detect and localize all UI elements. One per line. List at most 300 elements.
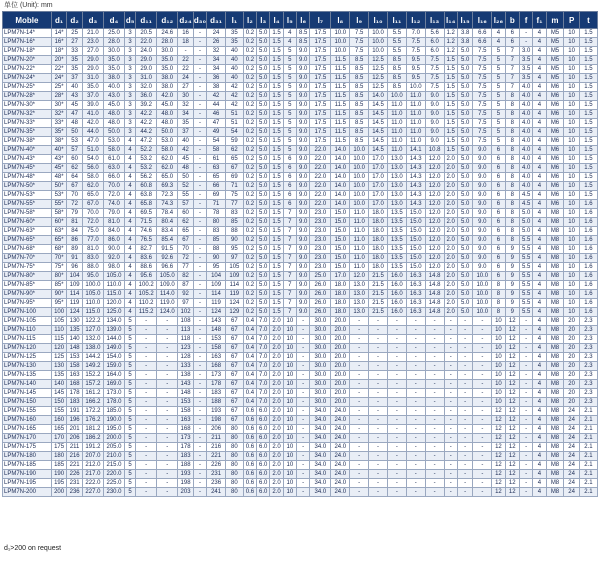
table-cell: 1.5 [579,146,597,155]
table-cell: - [444,488,457,497]
table-cell: 173 [207,371,226,380]
table-cell: 85 [226,218,244,227]
table-cell: 12 [492,470,505,479]
table-cell: 5.0 [457,254,473,263]
table-cell: 10 [564,272,580,281]
table-cell: 6 [492,236,505,245]
table-cell: 1.5 [270,83,283,92]
model-cell: LPM7N-25* [3,83,52,92]
footnote: d₁>200 on request [4,545,62,552]
table-cell: 4 [533,326,546,335]
table-cell: 132.0 [82,335,103,344]
table-cell: 72.0 [82,218,103,227]
table-cell: 67.0 [82,200,103,209]
table-cell: 42.0 [157,92,178,101]
table-cell: 119.0 [157,299,178,308]
table-cell: 30* [51,101,67,110]
table-cell: - [350,398,369,407]
table-cell: 5.0 [457,155,473,164]
table-cell: 6.0 [257,425,270,434]
table-cell: 25* [51,83,67,92]
table-cell: 119 [226,290,244,299]
table-cell: 10.0 [350,191,369,200]
table-cell: 67 [178,236,194,245]
table-cell: 8 [505,200,519,209]
table-cell: 21.5 [369,308,388,317]
table-cell: 2.0 [444,227,457,236]
table-cell: - [444,380,457,389]
table-cell: 17.0 [369,173,388,182]
table-cell: 0.6 [243,452,256,461]
table-cell: 40 [178,137,194,146]
table-cell: 37.0 [82,92,103,101]
table-cell: M8 [546,380,564,389]
table-cell: 13.5 [387,263,406,272]
table-cell: 7 [283,290,296,299]
table-cell: 1.5 [270,245,283,254]
table-cell: 1.5 [579,110,597,119]
table-cell: 5.0 [257,182,270,191]
table-cell: 207.0 [82,452,103,461]
table-cell: 13.0 [350,299,369,308]
table-cell: 173.0 [103,389,124,398]
table-cell: 114 [67,290,83,299]
table-cell: 139.0 [103,326,124,335]
table-cell: 5.0 [257,191,270,200]
table-cell: 17.5 [310,56,331,65]
table-cell: 45.0 [157,101,178,110]
model-cell: LPM7N-40* [3,146,52,155]
table-cell: 83.6 [136,254,157,263]
table-cell: M8 [546,245,564,254]
table-cell: 5.0 [457,182,473,191]
table-cell: 10 [564,29,580,38]
table-cell: 18.0 [331,290,350,299]
table-cell: 30.0 [103,47,124,56]
table-row [3,38,598,47]
table-row [3,191,598,200]
table-cell: 10 [492,398,505,407]
table-cell: 1.5 [270,110,283,119]
table-cell: 12 [492,434,505,443]
table-cell: - [157,344,178,353]
table-cell: 15.0 [331,209,350,218]
table-cell: 205.0 [103,443,124,452]
table-cell: 24 [178,74,194,83]
table-cell: 4 [533,47,546,56]
table-row [3,290,598,299]
table-cell: - [297,326,310,335]
table-cell: 5.0 [457,218,473,227]
table-cell: 1.5 [579,155,597,164]
table-cell: 10 [283,326,296,335]
model-cell: LPM7N-185 [3,461,52,470]
table-cell: 20 [564,380,580,389]
table-cell: 2.0 [270,362,283,371]
table-cell: - [193,137,206,146]
table-cell: 2.1 [579,443,597,452]
table-cell: 23.0 [310,209,331,218]
table-cell: - [369,434,388,443]
table-cell: 35.0 [103,65,124,74]
table-cell: 195 [51,479,67,488]
table-cell: 4 [492,29,505,38]
table-cell: 48.0 [103,110,124,119]
table-cell: - [406,398,425,407]
table-cell: - [473,371,492,380]
table-cell: 6 [492,182,505,191]
table-cell: 4 [125,290,136,299]
table-cell: 43 [67,92,83,101]
table-cell: 4.0 [519,110,532,119]
table-cell: - [136,326,157,335]
table-cell: 7 [283,254,296,263]
table-cell: 56.2 [136,173,157,182]
column-header: d₃ [82,12,103,29]
table-cell: - [519,362,532,371]
table-cell: 9.0 [297,308,310,317]
table-cell: 56.0 [82,164,103,173]
table-cell: 0.6 [243,416,256,425]
table-cell: 1.5 [579,191,597,200]
table-cell: 5.5 [519,299,532,308]
table-row [3,137,598,146]
table-cell: 42 [207,92,226,101]
table-cell: 5.0 [257,245,270,254]
table-cell: 8 [505,128,519,137]
column-header: l₅ [283,12,296,29]
table-cell: 13.5 [387,218,406,227]
table-cell: 12.5 [369,74,388,83]
table-cell: 14.3 [406,164,425,173]
table-cell: 110 [51,326,67,335]
table-cell: 220.0 [103,470,124,479]
table-cell: 9 [505,281,519,290]
table-cell: 80 [226,470,244,479]
table-cell: 40 [226,56,244,65]
table-cell: 4.0 [519,155,532,164]
table-cell: 206 [67,434,83,443]
table-cell: 18.0 [331,299,350,308]
model-cell: LPM7N-50* [3,182,52,191]
table-cell: 11.5 [331,101,350,110]
table-cell: 10 [283,335,296,344]
table-cell: 6 [492,191,505,200]
table-cell: 16.3 [406,272,425,281]
table-cell: 14.0 [331,182,350,191]
model-cell: LPM7N-28* [3,92,52,101]
table-cell: 1.5 [579,38,597,47]
table-cell: 20 [564,389,580,398]
table-cell: 6 [492,164,505,173]
table-cell: 9.0 [297,245,310,254]
table-cell: 5.0 [457,119,473,128]
table-cell: 78.4 [157,209,178,218]
table-cell: 3 [125,101,136,110]
table-cell: 102 [178,308,194,317]
table-cell: 4 [533,128,546,137]
table-cell: 26 [207,38,226,47]
table-cell: 61 [207,155,226,164]
table-cell: 77.0 [82,236,103,245]
table-cell: 0.2 [243,173,256,182]
table-cell: - [157,452,178,461]
table-cell: 7.5 [473,101,492,110]
table-cell: - [425,479,444,488]
table-cell: - [457,479,473,488]
table-cell: 9.0 [297,56,310,65]
table-cell: 2.3 [579,371,597,380]
table-cell: 2.0 [270,461,283,470]
table-cell: 7.0 [257,362,270,371]
table-cell: - [444,389,457,398]
table-cell: - [387,335,406,344]
table-cell: 7 [505,47,519,56]
table-cell: 1.6 [579,200,597,209]
table-cell: 5.0 [257,281,270,290]
table-cell: - [369,335,388,344]
table-cell: M8 [546,263,564,272]
table-cell: 10 [283,434,296,443]
model-cell: LPM7N-155 [3,407,52,416]
table-cell: 2.0 [444,155,457,164]
table-cell: 2.0 [270,380,283,389]
table-cell: 5 [125,461,136,470]
table-cell: 44 [207,101,226,110]
table-cell: 38.0 [103,74,124,83]
table-cell: 8 [505,227,519,236]
table-cell: 11.0 [350,254,369,263]
table-cell: 68* [51,245,67,254]
table-cell: 5.0 [257,218,270,227]
table-cell: 64 [67,173,83,182]
table-cell: 5 [283,101,296,110]
table-cell: 7.0 [257,389,270,398]
table-cell: 40 [226,74,244,83]
table-cell: M5 [546,56,564,65]
table-cell: 211 [67,443,83,452]
table-cell: 30.0 [310,353,331,362]
table-cell: 10 [564,83,580,92]
table-cell: 1.5 [270,254,283,263]
table-cell: 226 [207,461,226,470]
table-cell: 2.0 [270,371,283,380]
table-cell: 62 [226,146,244,155]
table-cell: 2.3 [579,389,597,398]
table-cell: - [387,407,406,416]
table-cell: 4 [533,209,546,218]
table-cell: 67 [226,326,244,335]
table-cell: 57 [178,200,194,209]
table-cell: 16.0 [387,299,406,308]
table-cell: 231 [67,479,83,488]
table-cell: 24 [564,425,580,434]
table-cell: 42 [226,92,244,101]
table-cell: 16.0 [387,272,406,281]
table-cell: 7 [283,245,296,254]
table-cell: 5 [125,452,136,461]
table-cell: 18 [178,38,194,47]
table-cell: 7.0 [257,371,270,380]
table-cell: 144.0 [103,335,124,344]
table-cell: 4 [533,272,546,281]
table-cell: 7.0 [257,380,270,389]
table-cell: 1.5 [270,119,283,128]
table-cell: 212.0 [82,461,103,470]
table-cell: 16* [51,38,67,47]
table-cell: 2.0 [444,200,457,209]
table-cell: 0.6 [243,425,256,434]
table-cell: M8 [546,479,564,488]
table-cell: - [473,407,492,416]
table-cell: - [157,416,178,425]
table-cell: - [369,470,388,479]
table-cell: 100.2 [136,281,157,290]
table-cell: 5 [125,398,136,407]
table-cell: 22 [178,65,194,74]
table-cell: - [473,434,492,443]
table-cell: 35 [67,56,83,65]
table-cell: 7 [283,263,296,272]
table-cell: 77 [178,263,194,272]
table-cell: 65 [226,155,244,164]
table-cell: 1.5 [444,65,457,74]
column-header: m [546,12,564,29]
table-cell: 9.0 [297,254,310,263]
table-cell: 2.0 [270,416,283,425]
table-cell: 7.5 [425,83,444,92]
table-cell: 0.2 [243,128,256,137]
table-cell: 2.0 [270,335,283,344]
table-cell: 3 [125,38,136,47]
table-row [3,416,598,425]
table-cell: 3 [125,74,136,83]
table-cell: 161.2 [82,389,103,398]
table-row [3,74,598,83]
table-cell: 7.5 [473,74,492,83]
table-cell: 20 [564,326,580,335]
table-cell: 92.0 [103,254,124,263]
table-cell: 140 [67,335,83,344]
model-cell: LPM7N-125 [3,353,52,362]
table-cell: 0.4 [243,362,256,371]
table-cell: - [157,443,178,452]
table-cell: 35.0 [82,83,103,92]
table-cell: 10 [283,371,296,380]
table-cell: 82 [178,272,194,281]
table-row [3,173,598,182]
model-cell: LPM7N-16* [3,38,52,47]
table-cell: 7 [283,272,296,281]
table-cell: - [387,434,406,443]
table-cell: - [369,488,388,497]
table-cell: 6.6 [473,38,492,47]
table-cell: - [297,344,310,353]
table-cell: - [457,425,473,434]
table-cell: 5 [125,479,136,488]
table-cell: 10.0 [331,47,350,56]
table-cell: 4 [533,434,546,443]
column-header: l₆ [297,12,310,29]
table-cell: - [425,470,444,479]
table-cell: 11.5 [331,128,350,137]
table-cell: 10.0 [350,164,369,173]
table-cell: 100 [51,308,67,317]
table-cell: 6 [283,164,296,173]
table-cell: 4 [125,263,136,272]
table-cell: 9.0 [297,110,310,119]
table-cell: 0.2 [243,101,256,110]
table-cell: 70 [67,191,83,200]
table-cell: 11.0 [387,119,406,128]
table-cell: 143 [178,380,194,389]
table-cell: 113 [178,326,194,335]
column-header: l₂ [243,12,256,29]
table-cell: 13.5 [387,209,406,218]
table-cell: 71.5 [136,218,157,227]
table-cell: 8 [505,236,519,245]
table-cell: M8 [546,308,564,317]
table-cell: 104 [207,272,226,281]
table-cell: - [473,488,492,497]
table-row [3,182,598,191]
table-cell: 14.0 [331,191,350,200]
table-cell: 13.5 [387,245,406,254]
table-cell: 5.5 [519,281,532,290]
table-cell: - [193,83,206,92]
table-cell: 4.0 [519,173,532,182]
table-cell: 2.0 [270,452,283,461]
table-cell: 138 [178,371,194,380]
column-header: b [505,12,519,29]
table-cell: 0.4 [243,335,256,344]
table-cell: 200 [51,488,67,497]
table-cell: 40 [67,83,83,92]
column-header: d₃₁ [207,12,226,29]
table-cell: 14.8 [425,281,444,290]
table-cell: 11.5 [331,110,350,119]
table-cell: 79 [67,209,83,218]
model-cell: LPM7N-43* [3,155,52,164]
table-cell: 0.2 [243,92,256,101]
table-cell: - [387,470,406,479]
table-cell: - [350,443,369,452]
table-cell: 10.0 [350,200,369,209]
table-cell: 25.0 [103,29,124,38]
table-cell: 6 [492,173,505,182]
table-cell: - [193,299,206,308]
table-cell: - [406,362,425,371]
table-cell: 0.2 [243,281,256,290]
table-cell: 10.0 [369,47,388,56]
table-cell: 20.0 [331,344,350,353]
table-cell: 7.5 [473,92,492,101]
table-cell: 21.5 [369,299,388,308]
table-cell: - [473,362,492,371]
table-cell: M6 [546,137,564,146]
table-cell: 5.0 [257,101,270,110]
table-cell: - [193,488,206,497]
table-cell: 6 [505,38,519,47]
table-cell: 8 [505,209,519,218]
table-cell: - [193,128,206,137]
table-cell: 17.5 [310,92,331,101]
table-cell: 14.3 [406,182,425,191]
table-cell: 15.0 [406,209,425,218]
table-cell: 109.0 [157,281,178,290]
table-cell: 9.0 [297,227,310,236]
table-cell: 40 [226,65,244,74]
